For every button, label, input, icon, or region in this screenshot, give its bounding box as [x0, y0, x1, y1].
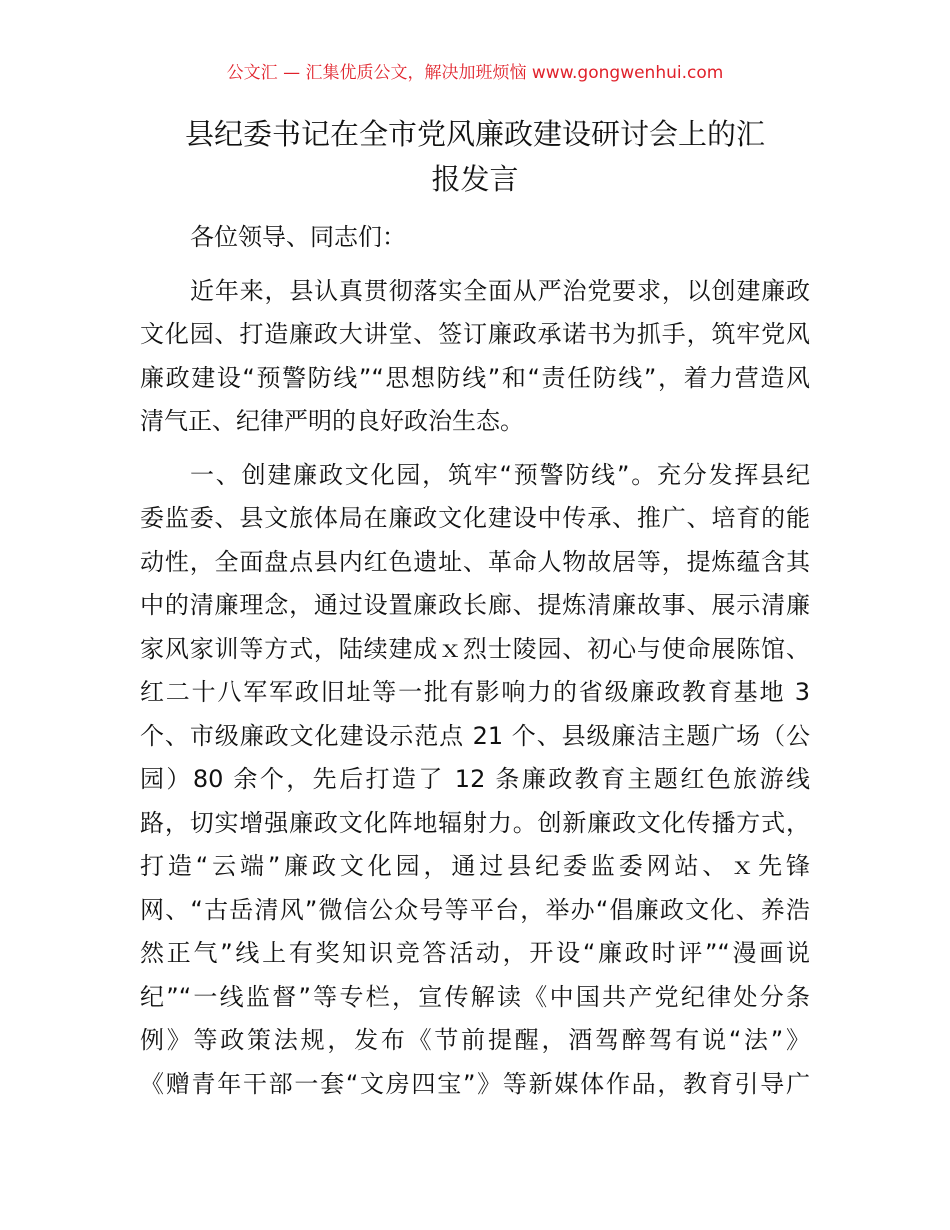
paragraph-line: 红二十八军军政旧址等一批有影响力的省级廉政教育基地 3 [140, 678, 810, 706]
paragraph-line: 纪”“一线监督”等专栏，宣传解读《中国共产党纪律处分条 [140, 982, 810, 1011]
document-body [140, 216, 810, 1106]
paragraph-line: 委监委、县文旅体局在廉政文化建设中传承、推广、培育的能 [140, 504, 810, 532]
title-line: 报发言 [431, 162, 519, 196]
paragraph-line: 一、创建廉政文化园，筑牢“预警防线”。充分发挥县纪 [190, 460, 810, 489]
paragraph-line: 近年来，县认真贯彻落实全面从严治党要求，以创建廉政 [190, 276, 810, 305]
paragraph-line: 动性，全面盘点县内红色遗址、革命人物故居等，提炼蕴含其 [140, 547, 810, 576]
paragraph-line: 然正气”线上有奖知识竞答活动，开设“廉政时评”“漫画说 [140, 939, 810, 967]
paragraph-line: 网、“古岳清风”微信公众号等平台，举办“倡廉政文化、养浩 [140, 895, 810, 924]
paragraph-line: 个、市级廉政文化建设示范点 21 个、县级廉洁主题广场（公 [140, 721, 810, 750]
header-banner: 公文汇 — 汇集优质公文，解决加班烦恼 www.gongwenhui.com [226, 63, 724, 83]
paragraph-line: 家风家训等方式，陆续建成ｘ烈士陵园、初心与使命展陈馆、 [140, 634, 810, 663]
paragraph-line: 各位领导、同志们： [190, 223, 406, 251]
paragraph-line: 清气正、纪律严明的良好政治生态。 [140, 407, 524, 435]
paragraph-line: 路，切实增强廉政文化阵地辐射力。创新廉政文化传播方式， [140, 808, 810, 837]
paragraph-line: 例》等政策法规，发布《节前提醒，酒驾醉驾有说“法”》 [140, 1026, 810, 1054]
paragraph-line: 中的清廉理念，通过设置廉政长廊、提炼清廉故事、展示清廉 [140, 591, 810, 619]
title-line: 县纪委书记在全市党风廉政建设研讨会上的汇 [184, 117, 765, 151]
paragraph-line: 打造“云端”廉政文化园，通过县纪委监委网站、ｘ先锋 [140, 852, 810, 880]
paragraph-line: 文化园、打造廉政大讲堂、签订廉政承诺书为抓手，筑牢党风 [140, 320, 810, 348]
paragraph-line: 《赠青年干部一套“文房四宝”》等新媒体作品，教育引导广 [140, 1069, 810, 1098]
paragraph-line: 廉政建设“预警防线”“思想防线”和“责任防线”，着力营造风 [140, 363, 810, 392]
paragraph-line: 园）80 余个，先后打造了 12 条廉政教育主题红色旅游线 [140, 765, 810, 793]
document-title [140, 112, 810, 202]
